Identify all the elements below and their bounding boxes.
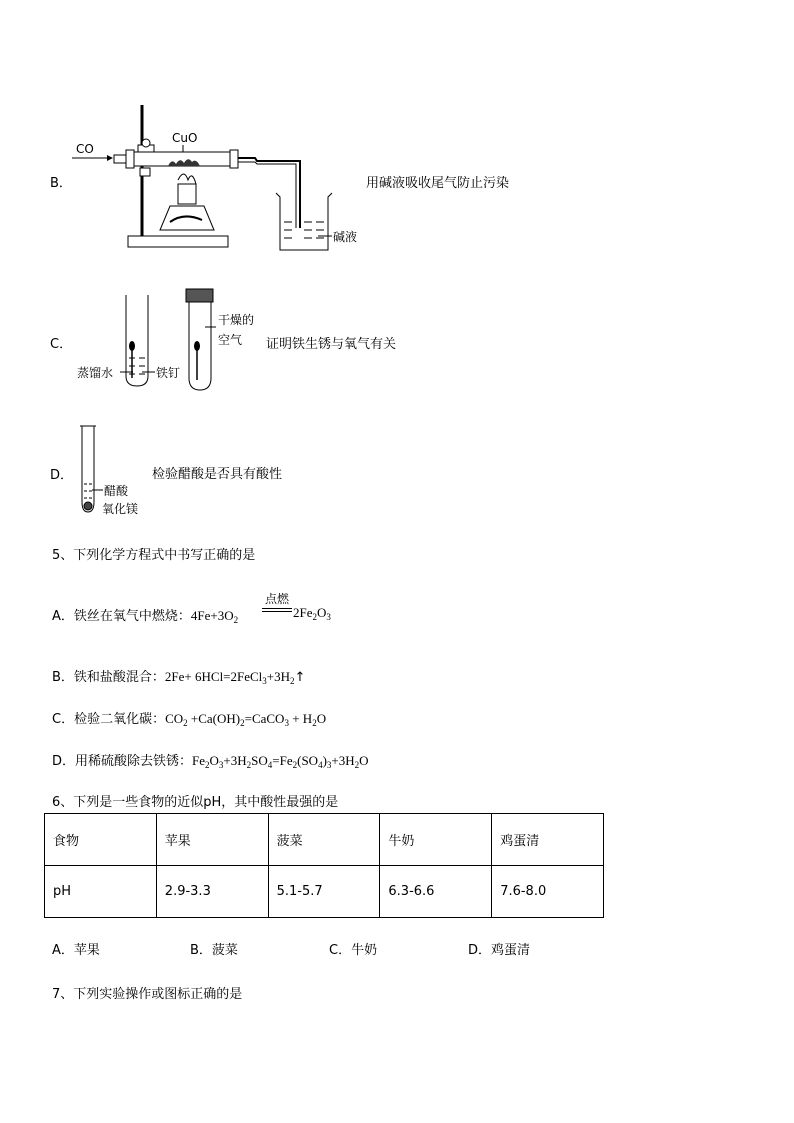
acetic-acid-test-figure xyxy=(0,420,794,520)
flame-icon xyxy=(178,174,196,184)
co-label: CO xyxy=(76,142,94,156)
q5-d-s6: 4 xyxy=(318,760,323,770)
q5-a-prefix: A．铁丝在氧气中燃烧： xyxy=(52,609,191,624)
q5-a-rhs-sub2: 3 xyxy=(326,612,331,622)
q5-a-rhs-1: 2Fe xyxy=(293,605,313,620)
table-cell: pH xyxy=(45,866,157,918)
q5-c-prefix: C．检验二氧化碳： xyxy=(52,712,166,727)
q5-b-p2: +3H xyxy=(266,669,291,684)
q5-a-condition xyxy=(262,590,292,612)
test-tube-acid-icon xyxy=(82,426,94,512)
alcohol-lamp-icon xyxy=(160,206,214,230)
table-row xyxy=(45,866,604,918)
q5-d-s2: 3 xyxy=(218,760,224,770)
nail-head-icon xyxy=(129,341,135,351)
question-7-stem: 7、下列实验操作或图标正确的是 xyxy=(52,987,243,1002)
q5-a-rhs xyxy=(293,605,331,622)
table-header-cell: 牛奶 xyxy=(380,814,492,866)
option-d-text: 检验醋酸是否具有酸性 xyxy=(152,467,283,482)
iron-nail-label: 铁钉 xyxy=(156,366,181,380)
iron-rust-test-tubes-figure xyxy=(0,280,794,400)
acetic-acid-icon xyxy=(84,484,92,498)
q5-d-s5: 2 xyxy=(292,760,298,770)
q5-a-rhs-2: O xyxy=(317,605,327,620)
q5-d-p4: SO xyxy=(251,753,268,768)
q5-d-p8: +3H xyxy=(331,753,355,768)
q5-c-p1: CO xyxy=(165,711,184,726)
option-b-text: 用碱液吸收尾气防止污染 xyxy=(366,176,510,191)
question-6-stem: 6、下列是一些食物的近似pH，其中酸性最强的是 xyxy=(52,795,339,810)
q5-b-s2: 2 xyxy=(290,676,295,686)
q5-a-condition-text: 点燃 xyxy=(264,592,289,606)
q5-option-c xyxy=(52,708,326,728)
q6-option-b: B．菠菜 xyxy=(190,943,238,958)
q5-d-s8: 2 xyxy=(354,760,360,770)
q5-c-s4: 2 xyxy=(312,718,317,728)
mgo-powder-icon xyxy=(84,502,92,510)
table-header-cell: 菠菜 xyxy=(268,814,380,866)
q5-d-p9: O xyxy=(359,753,369,768)
mgo-label: 氧化镁 xyxy=(102,502,139,516)
q5-d-p3: +3H xyxy=(223,753,247,768)
table-cell: 2.9-3.3 xyxy=(156,866,268,918)
q5-c-s3: 3 xyxy=(284,718,289,728)
q6-option-d: D．鸡蛋清 xyxy=(468,943,531,958)
table-header-cell: 苹果 xyxy=(156,814,268,866)
option-b-letter: B． xyxy=(50,176,72,191)
stopper-right-icon xyxy=(230,150,238,168)
lamp-wick-holder xyxy=(178,184,196,204)
q5-a-lhs: 4Fe+3O xyxy=(190,608,234,623)
q5-d-p2: O xyxy=(209,753,219,768)
q5-d-p1: Fe xyxy=(192,753,206,768)
co-reduction-apparatus-figure xyxy=(0,0,794,270)
q5-c-s1: 2 xyxy=(183,718,188,728)
option-c-text: 证明铁生锈与氧气有关 xyxy=(266,337,397,352)
nail-head-dry-icon xyxy=(194,341,200,351)
q5-d-s4: 4 xyxy=(267,760,273,770)
q5-d-p5: =Fe xyxy=(272,753,293,768)
stopper-left-icon xyxy=(126,150,134,168)
clamp-lower-icon xyxy=(140,168,150,176)
outlet-tube-inner xyxy=(238,162,296,228)
q5-a-rhs-sub1: 2 xyxy=(312,612,317,622)
ph-table xyxy=(44,813,604,918)
q5-d-s7: 3 xyxy=(326,760,332,770)
q5-d-prefix: D．用稀硫酸除去铁锈： xyxy=(52,754,193,769)
iron-stand-base xyxy=(128,236,228,247)
q5-option-d xyxy=(52,750,369,770)
lye-label: 碱液 xyxy=(333,230,358,244)
q5-b-prefix: B．铁和盐酸混合： xyxy=(52,670,165,685)
outlet-tube xyxy=(238,158,300,228)
q5-d-p7: ) xyxy=(322,753,327,768)
q5-option-a xyxy=(52,605,238,625)
table-header-row xyxy=(45,814,604,866)
q5-d-s1: 2 xyxy=(205,760,210,770)
table-cell: 5.1-5.7 xyxy=(268,866,380,918)
dry-air-label-2: 空气 xyxy=(218,333,243,347)
q6-option-c: C．牛奶 xyxy=(329,943,378,958)
distilled-water-label: 蒸馏水 xyxy=(77,366,114,380)
q5-a-lhs-sub: 2 xyxy=(233,615,239,625)
q5-c-s2: 2 xyxy=(240,718,245,728)
table-header-cell: 食物 xyxy=(45,814,157,866)
clamp-screw-icon xyxy=(142,139,150,147)
table-cell: 6.3-6.6 xyxy=(380,866,492,918)
cuo-label: CuO xyxy=(172,131,198,145)
q5-c-p5: O xyxy=(316,711,327,726)
q5-b-p3: ↑ xyxy=(294,670,306,685)
q5-c-p4: + H xyxy=(288,711,313,726)
table-cell: 7.6-8.0 xyxy=(492,866,604,918)
q5-c-p3: =CaCO xyxy=(244,711,285,726)
q5-d-s3: 2 xyxy=(246,760,252,770)
arrow-head-icon xyxy=(107,155,113,161)
question-5-stem: 5、下列化学方程式中书写正确的是 xyxy=(52,548,256,563)
q5-b-s1: 3 xyxy=(262,676,267,686)
q5-c-p2: +Ca(OH) xyxy=(187,711,241,726)
q5-option-b xyxy=(52,666,305,686)
q5-b-p1: 2Fe+ 6HCl=2FeCl xyxy=(164,669,263,684)
table-header-cell: 鸡蛋清 xyxy=(492,814,604,866)
q5-d-p6: (SO xyxy=(297,753,319,768)
option-c-letter: C． xyxy=(50,337,73,352)
q6-option-a: A．苹果 xyxy=(52,943,100,958)
rubber-stopper-icon xyxy=(186,289,213,302)
dry-air-label-1: 干燥的 xyxy=(218,313,255,327)
equals-bar-icon xyxy=(262,608,292,612)
option-d-letter: D． xyxy=(50,468,74,483)
inlet-tube-icon xyxy=(114,155,126,163)
acetic-acid-label: 醋酸 xyxy=(104,484,129,498)
